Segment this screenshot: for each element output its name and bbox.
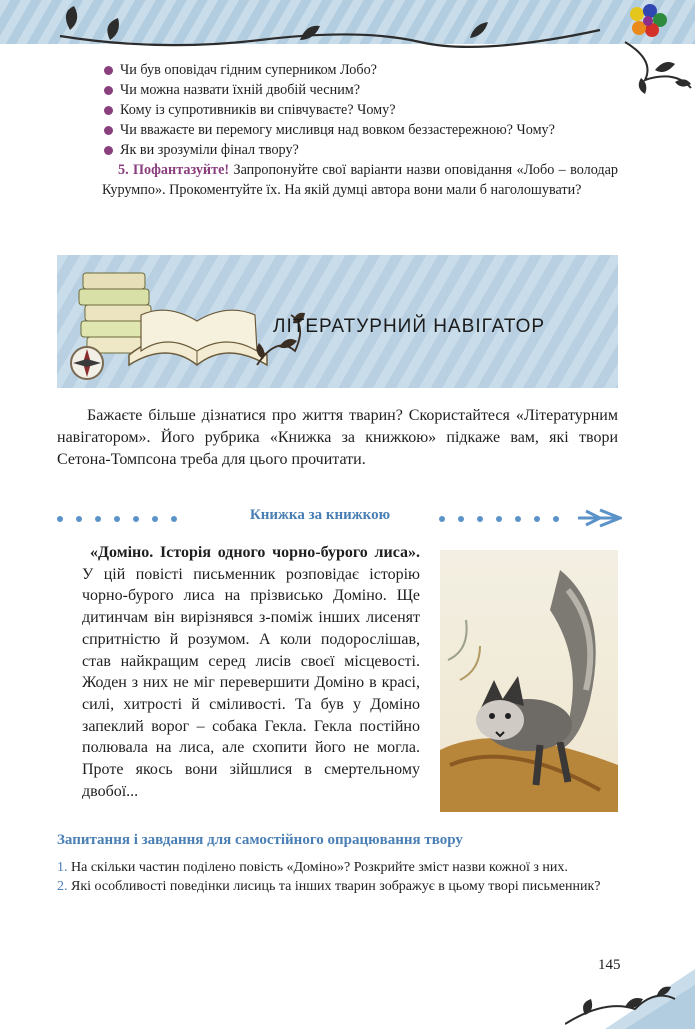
banner-title: ЛІТЕРАТУРНИЙ НАВІГАТОР — [273, 316, 546, 337]
questions-block — [102, 60, 618, 200]
story-paragraph: «Доміно. Історія одного чорно-бурого лиса». У цій повісті письменник розповідає історію чорно-бурого лиса на прізвисько Доміно. Ще дитинчам він вирізнявся з-поміж інших лисенят спритністю й розумом. А коли подорослішав, став найкращим серед лисів своєї місцевості. Жоден з них не міг перевершити Доміно в красі, силі, хитрості й сміливості. Та був у Доміно запеклий ворог – собака Гекла. Гекла постійно полювала на лиса, але схопити його не могла. Проте якось вони зійшлися в смертельному двобої... — [82, 544, 420, 800]
story-title: «Доміно. Історія одного чорно-бурого лиса». — [90, 544, 420, 561]
vine-ornament-icon — [0, 0, 695, 50]
question-item: Як ви зрозуміли фінал твору? — [102, 140, 618, 160]
fox-illustration — [440, 550, 618, 812]
task-item: 1. На скільки частин поділено повість «Доміно»? Розкрийте зміст назви кожної з них. — [57, 860, 568, 875]
flower-icon — [623, 2, 671, 44]
bullet-icon — [104, 66, 113, 75]
task-item: 2. Які особливості поведінки лисиць та інших тварин зображує в цьому творі письменник? — [57, 879, 601, 894]
vine-branch-icon — [615, 40, 695, 100]
bullet-icon — [104, 86, 113, 95]
corner-ornament-icon — [565, 929, 695, 1029]
compass-icon — [67, 343, 107, 383]
question-item: Чи можна назвати їхній двобій чесним? — [102, 80, 618, 100]
questions-title: Запитання і завдання для самостійного опрацювання твору — [57, 832, 463, 848]
separator-dots-right — [439, 516, 559, 522]
question-item: Чи був оповідач гідним суперником Лобо? — [102, 60, 618, 80]
question-item: Чи вважаєте ви перемогу мисливця над вовком беззастережною? Чому? — [102, 120, 618, 140]
bullet-icon — [104, 146, 113, 155]
bullet-icon — [104, 106, 113, 115]
task-5: 5. Пофантазуйте! Запропонуйте свої варіанти назви оповідання «Лобо – володар Курумпо». Прокоментуйте їх. На якій думці автора вони мали б наголошувати? — [102, 162, 618, 198]
page-number: 145 — [598, 957, 621, 973]
separator-dots-left — [57, 516, 177, 522]
intro-paragraph: Бажаєте більше дізнатися про життя тварин? Скористайтеся «Літературним навігатором». Його рубрика «Книжка за книжкою» підкаже вам, які твори Сетона-Томпсона треба для цього прочитати. — [57, 407, 618, 468]
section-separator — [57, 505, 622, 531]
question-item: Кому із супротивників ви співчуваєте? Чому? — [102, 100, 618, 120]
arrow-icon — [576, 507, 622, 529]
bullet-icon — [104, 126, 113, 135]
section-title: Книжка за книжкою — [249, 507, 391, 523]
tasks-list — [57, 858, 618, 896]
top-decorative-band — [0, 0, 695, 44]
